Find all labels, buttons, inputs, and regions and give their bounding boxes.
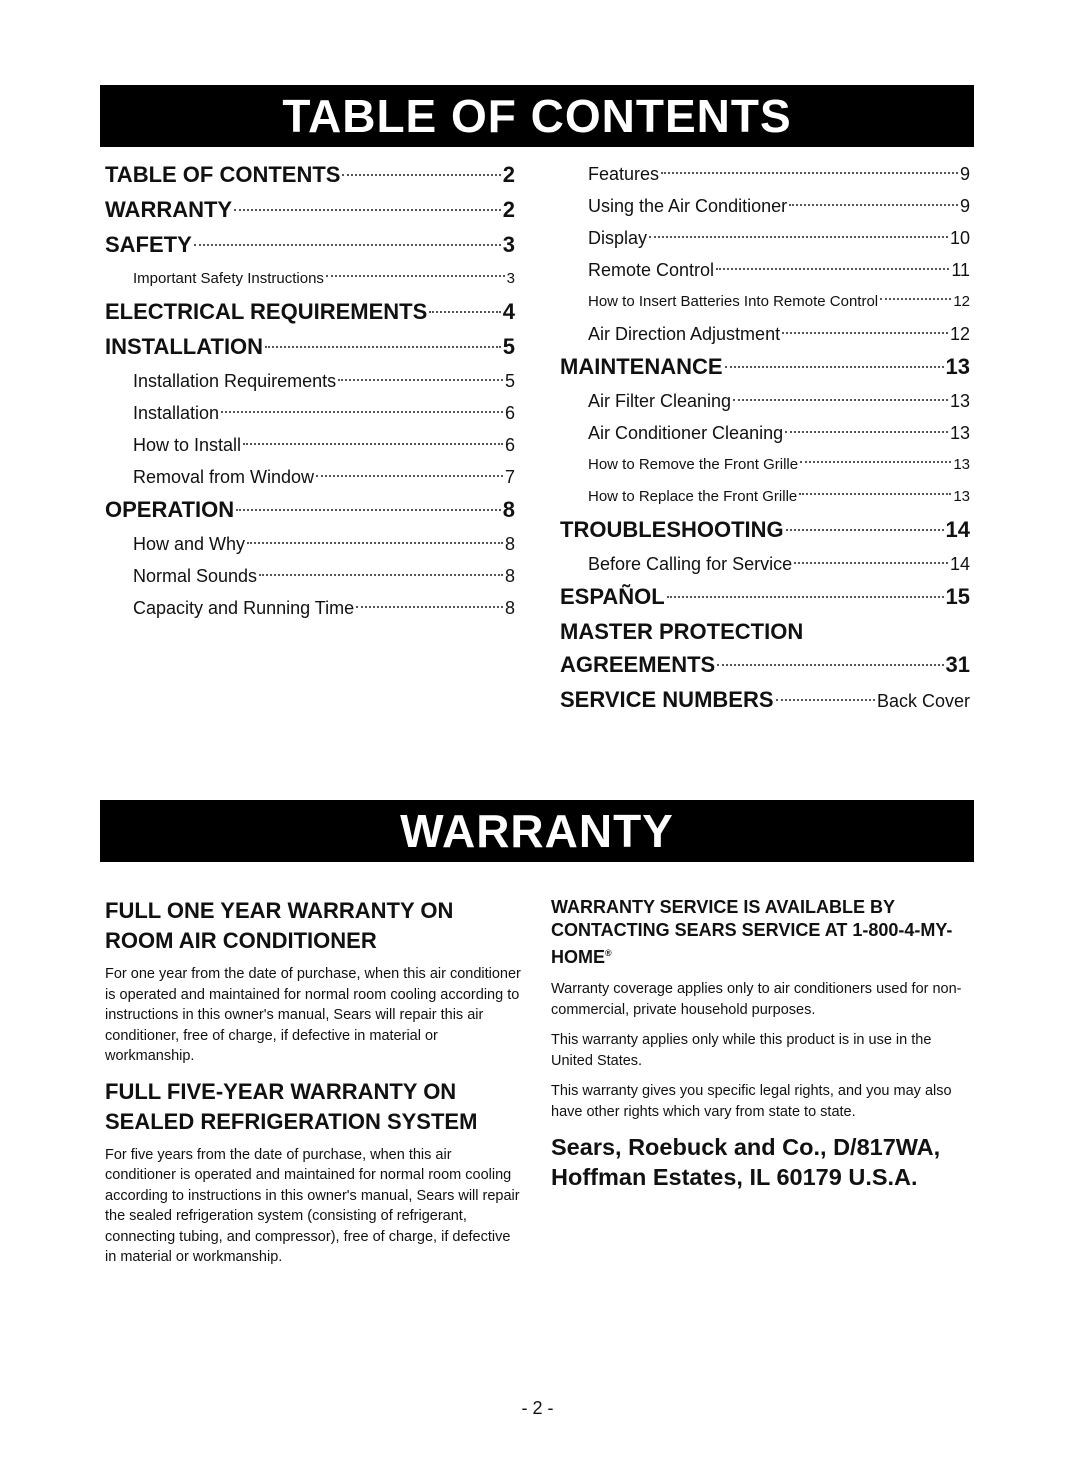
toc-entry-title: Capacity and Running Time: [133, 598, 355, 618]
five-year-warranty-heading: FULL FIVE-YEAR WARRANTY ON SEALED REFRIGERATION SYSTEM: [105, 1078, 478, 1134]
toc-entry-page: 31: [945, 652, 970, 677]
warranty-banner: WARRANTY: [100, 800, 974, 862]
toc-entry-title: MASTER PROTECTION: [560, 619, 804, 644]
toc-entry-page: 13: [949, 391, 970, 411]
toc-entry-title: Display: [588, 228, 648, 248]
sears-address: [551, 1132, 971, 1192]
warranty-legal-rights-text: This warranty gives you specific legal rights, and you may also have other rights which vary from state to state.: [551, 1083, 952, 1120]
toc-entry-page: 14: [949, 554, 970, 574]
toc-entry-title: Installation Requirements: [133, 371, 337, 391]
toc-entry-page: 3: [502, 232, 515, 257]
toc-entry[interactable]: [105, 330, 515, 363]
toc-entry[interactable]: [560, 615, 970, 648]
toc-entry-page: 8: [504, 598, 515, 618]
toc-subentry[interactable]: [560, 449, 970, 481]
toc-subentry[interactable]: [105, 560, 515, 592]
toc-entry-page: 11: [951, 260, 970, 280]
warranty-coverage-text: Warranty coverage applies only to air conditioners used for non-commercial, private household purposes.: [551, 981, 962, 1018]
toc-entry[interactable]: [105, 493, 515, 526]
toc-entry-title: SERVICE NUMBERS: [560, 687, 774, 712]
toc-subentry[interactable]: [560, 254, 970, 286]
toc-entry-title: AGREEMENTS: [560, 652, 716, 677]
toc-entry-page: 6: [504, 403, 515, 423]
toc-subentry[interactable]: [560, 222, 970, 254]
toc-entry[interactable]: [560, 513, 970, 546]
toc-entry-page: 4: [502, 299, 515, 324]
warranty-left-column: [105, 896, 525, 1278]
toc-banner: TABLE OF CONTENTS: [100, 85, 974, 147]
toc-entry-title: Before Calling for Service: [588, 554, 793, 574]
toc-entry-page: 13: [949, 423, 970, 443]
toc-entry-page: 9: [959, 164, 970, 184]
toc-subentry[interactable]: [560, 318, 970, 350]
sears-address-line2: Hoffman Estates, IL 60179 U.S.A.: [551, 1164, 918, 1190]
toc-entry-title: Air Filter Cleaning: [588, 391, 732, 411]
toc-entry[interactable]: [105, 158, 515, 191]
toc-entry-title: How to Install: [133, 435, 242, 455]
toc-entry-page: 5: [502, 334, 515, 359]
toc-entry-title: Air Conditioner Cleaning: [588, 423, 784, 443]
five-year-warranty-text: For five years from the date of purchase, when this air conditioner is operated and maintained for normal room cooling according to instructions in this owner's manual, Sears will repair the sealed refrigeration system (consisting of refrigerant, connecting tubing, and compressor), free of charge, if defective in material or workmanship.: [105, 1146, 520, 1265]
toc-entry[interactable]: [560, 580, 970, 613]
toc-entry[interactable]: [560, 350, 970, 383]
toc-subentry[interactable]: [560, 548, 970, 580]
toc-entry[interactable]: [560, 648, 970, 681]
registered-mark: ®: [605, 948, 612, 958]
one-year-warranty-text: For one year from the date of purchase, when this air conditioner is operated and maintained for normal room cooling according to instructions in this owner's manual, Sears will repair this air conditioner, free of charge, if defective in material or workmanship.: [105, 966, 521, 1064]
toc-entry-page: 13: [953, 456, 970, 473]
toc-entry-title: ELECTRICAL REQUIREMENTS: [105, 299, 428, 324]
toc-entry-page: 15: [945, 584, 970, 609]
toc-subentry[interactable]: [105, 429, 515, 461]
toc-entry[interactable]: [560, 683, 970, 716]
toc-entry-title: Installation: [133, 403, 220, 423]
toc-subentry[interactable]: [105, 365, 515, 397]
toc-subentry[interactable]: [105, 528, 515, 560]
toc-entry-page: 6: [504, 435, 515, 455]
toc-entry-page: 9: [959, 196, 970, 216]
toc-entry-page: 10: [949, 228, 970, 248]
toc-entry-title: How to Remove the Front Grille: [588, 456, 799, 473]
toc-entry-title: Removal from Window: [133, 467, 315, 487]
toc-entry-page: 8: [502, 497, 515, 522]
toc-subentry[interactable]: [560, 286, 970, 318]
toc-entry-page: 5: [504, 371, 515, 391]
toc-entry[interactable]: [105, 228, 515, 261]
toc-entry-page: Back Cover: [876, 691, 970, 711]
toc-entry-title: ESPAÑOL: [560, 584, 665, 609]
toc-subentry[interactable]: [105, 397, 515, 429]
toc-entry-title: Air Direction Adjustment: [588, 324, 781, 344]
toc-entry-page: 2: [502, 197, 515, 222]
toc-entry-title: OPERATION: [105, 497, 235, 522]
toc-entry-title: SAFETY: [105, 232, 192, 257]
toc-entry-title: INSTALLATION: [105, 334, 264, 359]
toc-entry-title: Important Safety Instructions: [133, 270, 324, 287]
toc-left-column: [105, 158, 515, 624]
one-year-warranty-heading: FULL ONE YEAR WARRANTY ON ROOM AIR CONDITIONER: [105, 898, 454, 953]
toc-entry[interactable]: [105, 295, 515, 328]
toc-entry-page: 8: [504, 534, 515, 554]
toc-entry-page: 8: [504, 566, 515, 586]
toc-subentry[interactable]: [105, 263, 515, 295]
toc-entry-title: TROUBLESHOOTING: [560, 517, 784, 542]
toc-entry-title: How and Why: [133, 534, 246, 554]
toc-entry-page: 7: [504, 467, 515, 487]
toc-subentry[interactable]: [560, 385, 970, 417]
toc-entry-title: TABLE OF CONTENTS: [105, 162, 341, 187]
toc-entry-title: MAINTENANCE: [560, 354, 723, 379]
toc-entry-page: 12: [953, 293, 970, 310]
toc-entry-page: 12: [949, 324, 970, 344]
toc-right-column: [560, 158, 970, 718]
toc-entry-title: Remote Control: [588, 260, 715, 280]
toc-subentry[interactable]: [105, 461, 515, 493]
toc-subentry[interactable]: [560, 190, 970, 222]
toc-entry[interactable]: [105, 193, 515, 226]
toc-entry-title: How to Replace the Front Grille: [588, 488, 798, 505]
toc-entry-page: 13: [953, 488, 970, 505]
toc-entry-page: 3: [506, 270, 515, 287]
toc-entry-page: 14: [945, 517, 970, 542]
toc-subentry[interactable]: [560, 481, 970, 513]
warranty-service-heading-text: WARRANTY SERVICE IS AVAILABLE BY CONTACTING SEARS SERVICE AT: [551, 897, 895, 940]
page-number: - 2 -: [521, 1398, 554, 1418]
warranty-us-only-text: This warranty applies only while this product is in use in the United States.: [551, 1032, 932, 1069]
toc-subentry[interactable]: [105, 592, 515, 624]
toc-entry-title: How to Insert Batteries Into Remote Control: [588, 293, 879, 310]
warranty-phone-number: 1-800-4-MY-HOME: [551, 920, 953, 967]
toc-subentry[interactable]: [560, 417, 970, 449]
toc-entry-page: 13: [945, 354, 970, 379]
warranty-right-column: [551, 896, 971, 1192]
warranty-service-heading: [551, 896, 971, 969]
toc-entry-title: Normal Sounds: [133, 566, 258, 586]
toc-entry-page: 2: [502, 162, 515, 187]
toc-entry-title: Using the Air Conditioner: [588, 196, 788, 216]
sears-address-line1: Sears, Roebuck and Co., D/817WA,: [551, 1134, 941, 1160]
toc-subentry[interactable]: [560, 158, 970, 190]
toc-entry-title: Features: [588, 164, 660, 184]
toc-entry-title: WARRANTY: [105, 197, 233, 222]
